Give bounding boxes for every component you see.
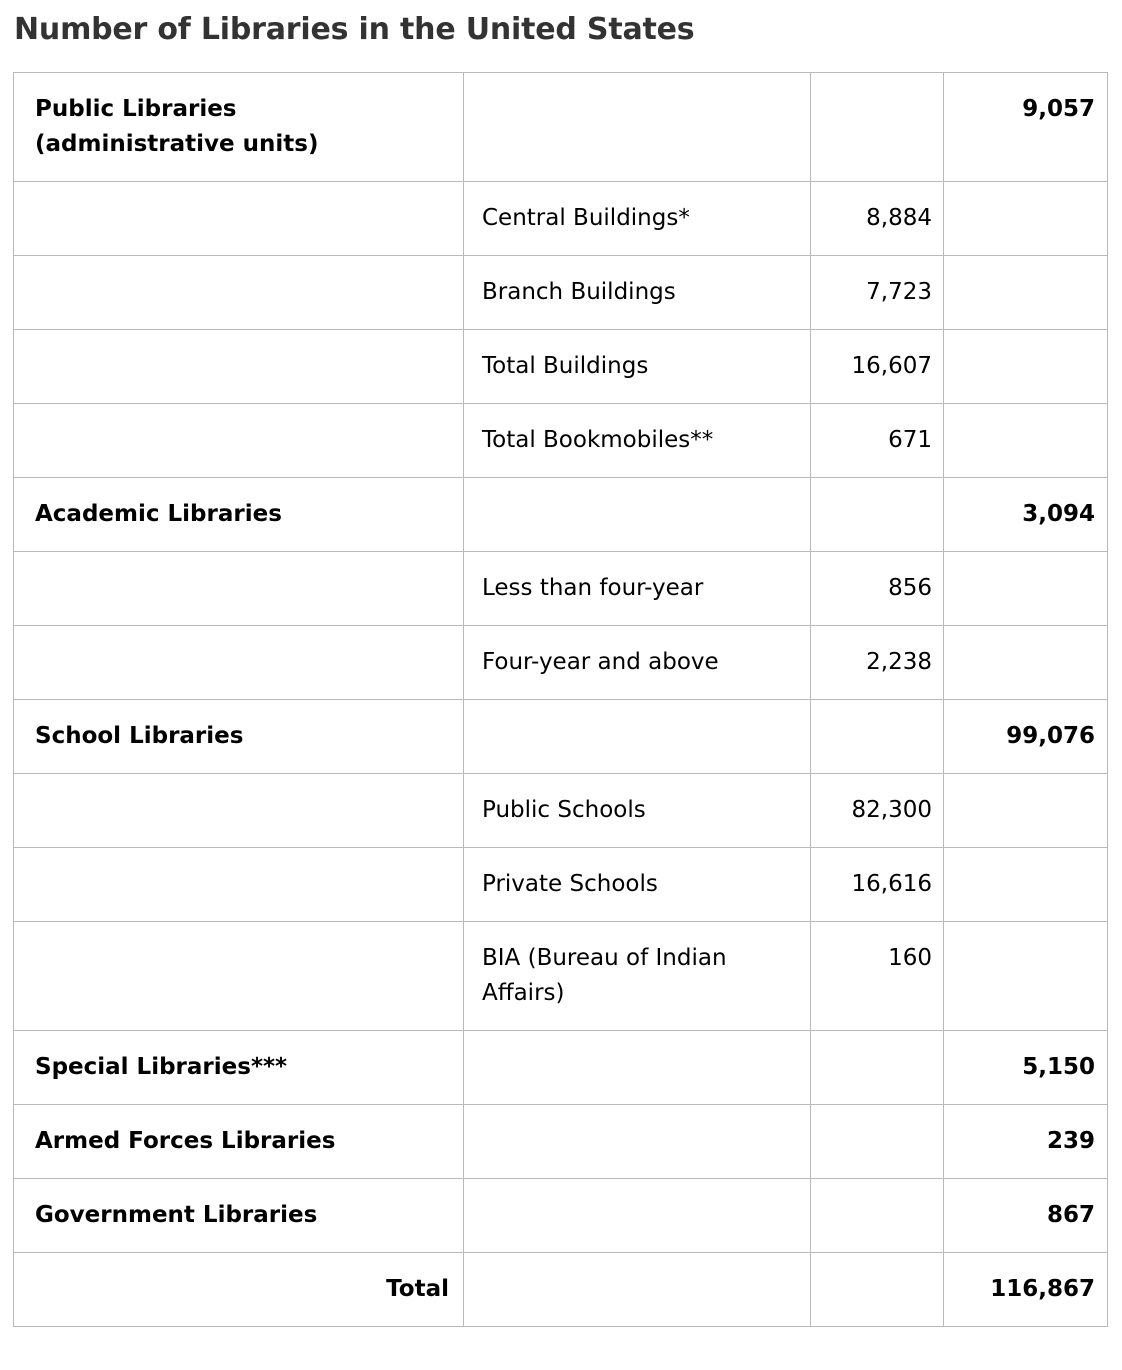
subcategory-value-cell: [811, 774, 944, 848]
category-label: School Libraries: [35, 723, 244, 749]
category-label: [14, 922, 463, 995]
category-label: [14, 330, 463, 403]
subcategory-cell: [464, 1031, 811, 1105]
category-cell: [14, 774, 464, 848]
subcategory-cell: [464, 1105, 811, 1179]
subcategory-label: Public Schools: [482, 797, 646, 823]
subcategory-label: Central Buildings*: [482, 205, 690, 231]
subcategory-value: [811, 700, 943, 773]
subcategory-value: 82,300: [851, 797, 932, 823]
group-total-cell: [944, 256, 1108, 330]
subcategory-value-cell: [811, 73, 944, 182]
group-total-value: 116,867: [990, 1276, 1095, 1302]
group-total-cell: [944, 774, 1108, 848]
group-total-cell: [944, 1253, 1108, 1327]
group-total-value: 9,057: [1022, 96, 1095, 122]
group-total-value: 239: [1046, 1128, 1095, 1154]
page-title: Number of Libraries in the United States: [14, 12, 695, 47]
category-label: [14, 404, 463, 477]
table-row: [14, 256, 1108, 330]
group-total-cell: [944, 1179, 1108, 1253]
category-label: Special Libraries***: [35, 1054, 288, 1080]
subcategory-value: [811, 1105, 943, 1178]
subcategory-value-cell: [811, 700, 944, 774]
category-cell: [14, 848, 464, 922]
group-total-value: [944, 848, 1107, 921]
subcategory-value: 16,607: [851, 353, 932, 379]
table-row: [14, 848, 1108, 922]
subcategory-label: Four-year and above: [482, 649, 719, 675]
subcategory-cell: [464, 182, 811, 256]
subcategory-value: [811, 478, 943, 551]
group-total-value: [944, 774, 1107, 847]
subcategory-value: 856: [888, 575, 932, 601]
subcategory-value-cell: [811, 478, 944, 552]
subcategory-cell: [464, 1179, 811, 1253]
subcategory-value-cell: [811, 404, 944, 478]
library-statistics-table-container: [13, 72, 1107, 1327]
category-cell: [14, 330, 464, 404]
table-row: [14, 626, 1108, 700]
category-cell: [14, 182, 464, 256]
category-label: Government Libraries: [35, 1202, 318, 1228]
table-row: [14, 73, 1108, 182]
group-total-cell: [944, 552, 1108, 626]
subcategory-label: Total Buildings: [482, 353, 649, 379]
group-total-cell: [944, 1031, 1108, 1105]
subcategory-cell: [464, 922, 811, 1031]
group-total-value: 5,150: [1022, 1054, 1095, 1080]
category-label: Academic Libraries: [35, 501, 282, 527]
group-total-value: [944, 922, 1107, 995]
subcategory-value: 2,238: [866, 649, 932, 675]
category-label: [14, 774, 463, 847]
group-total-cell: [944, 330, 1108, 404]
group-total-value: [944, 182, 1107, 255]
table-row: [14, 552, 1108, 626]
subcategory-value: [811, 73, 943, 146]
subcategory-label: [464, 1253, 810, 1326]
subcategory-value-cell: [811, 848, 944, 922]
subcategory-value: 7,723: [866, 279, 932, 305]
subcategory-value-cell: [811, 182, 944, 256]
category-cell: [14, 478, 464, 552]
table-row: [14, 1253, 1108, 1327]
group-total-value: [944, 552, 1107, 625]
category-label: Public Libraries (administrative units): [35, 96, 319, 157]
subcategory-label: [464, 1105, 810, 1178]
category-label: Total: [386, 1276, 449, 1302]
subcategory-value: 8,884: [866, 205, 932, 231]
subcategory-value-cell: [811, 922, 944, 1031]
subcategory-label: [464, 700, 810, 773]
subcategory-cell: [464, 73, 811, 182]
subcategory-label: Private Schools: [482, 871, 658, 897]
table-row: [14, 700, 1108, 774]
subcategory-value-cell: [811, 256, 944, 330]
group-total-value: [944, 256, 1107, 329]
subcategory-cell: [464, 626, 811, 700]
subcategory-label: Branch Buildings: [482, 279, 676, 305]
group-total-cell: [944, 626, 1108, 700]
table-row: [14, 404, 1108, 478]
subcategory-cell: [464, 256, 811, 330]
group-total-cell: [944, 922, 1108, 1031]
subcategory-value-cell: [811, 1031, 944, 1105]
category-label: Armed Forces Libraries: [35, 1128, 336, 1154]
category-label: [14, 256, 463, 329]
group-total-value: 867: [1046, 1202, 1095, 1228]
subcategory-value-cell: [811, 552, 944, 626]
subcategory-value-cell: [811, 626, 944, 700]
subcategory-label: Less than four-year: [482, 575, 704, 601]
table-body: [14, 73, 1108, 1327]
subcategory-cell: [464, 552, 811, 626]
category-cell: [14, 73, 464, 182]
subcategory-value-cell: [811, 1253, 944, 1327]
subcategory-cell: [464, 478, 811, 552]
table-row: [14, 922, 1108, 1031]
subcategory-cell: [464, 404, 811, 478]
category-cell: [14, 1105, 464, 1179]
subcategory-label: [464, 1179, 810, 1252]
category-cell: [14, 1031, 464, 1105]
subcategory-label: [464, 73, 810, 146]
category-cell: [14, 700, 464, 774]
group-total-value: [944, 626, 1107, 699]
group-total-value: 3,094: [1022, 501, 1095, 527]
subcategory-value: [811, 1253, 943, 1326]
subcategory-value: [811, 1031, 943, 1104]
category-label: [14, 182, 463, 255]
subcategory-cell: [464, 774, 811, 848]
category-label: [14, 552, 463, 625]
group-total-cell: [944, 1105, 1108, 1179]
table-row: [14, 478, 1108, 552]
subcategory-cell: [464, 848, 811, 922]
category-cell: [14, 922, 464, 1031]
subcategory-cell: [464, 1253, 811, 1327]
table-row: [14, 182, 1108, 256]
library-statistics-table: [13, 72, 1108, 1327]
subcategory-label: [464, 478, 810, 551]
group-total-cell: [944, 73, 1108, 182]
table-row: [14, 1179, 1108, 1253]
subcategory-value: 671: [888, 427, 932, 453]
category-label: [14, 626, 463, 699]
subcategory-value: 16,616: [851, 871, 932, 897]
category-cell: [14, 404, 464, 478]
group-total-value: 99,076: [1006, 723, 1095, 749]
table-row: [14, 1031, 1108, 1105]
subcategory-label: [464, 1031, 810, 1104]
total-label-cell: [14, 1253, 464, 1327]
category-cell: [14, 1179, 464, 1253]
table-row: [14, 330, 1108, 404]
table-row: [14, 774, 1108, 848]
subcategory-value-cell: [811, 1179, 944, 1253]
subcategory-value: 160: [888, 945, 932, 971]
subcategory-label: Total Bookmobiles**: [482, 427, 714, 453]
group-total-cell: [944, 700, 1108, 774]
group-total-value: [944, 330, 1107, 403]
group-total-cell: [944, 478, 1108, 552]
group-total-value: [944, 404, 1107, 477]
subcategory-value-cell: [811, 330, 944, 404]
subcategory-cell: [464, 330, 811, 404]
category-cell: [14, 626, 464, 700]
table-row: [14, 1105, 1108, 1179]
subcategory-value-cell: [811, 1105, 944, 1179]
group-total-cell: [944, 182, 1108, 256]
subcategory-value: [811, 1179, 943, 1252]
group-total-cell: [944, 404, 1108, 478]
category-cell: [14, 552, 464, 626]
group-total-cell: [944, 848, 1108, 922]
category-label: [14, 848, 463, 921]
subcategory-label: BIA (Bureau of Indian Affairs): [482, 945, 727, 1006]
category-cell: [14, 256, 464, 330]
subcategory-cell: [464, 700, 811, 774]
